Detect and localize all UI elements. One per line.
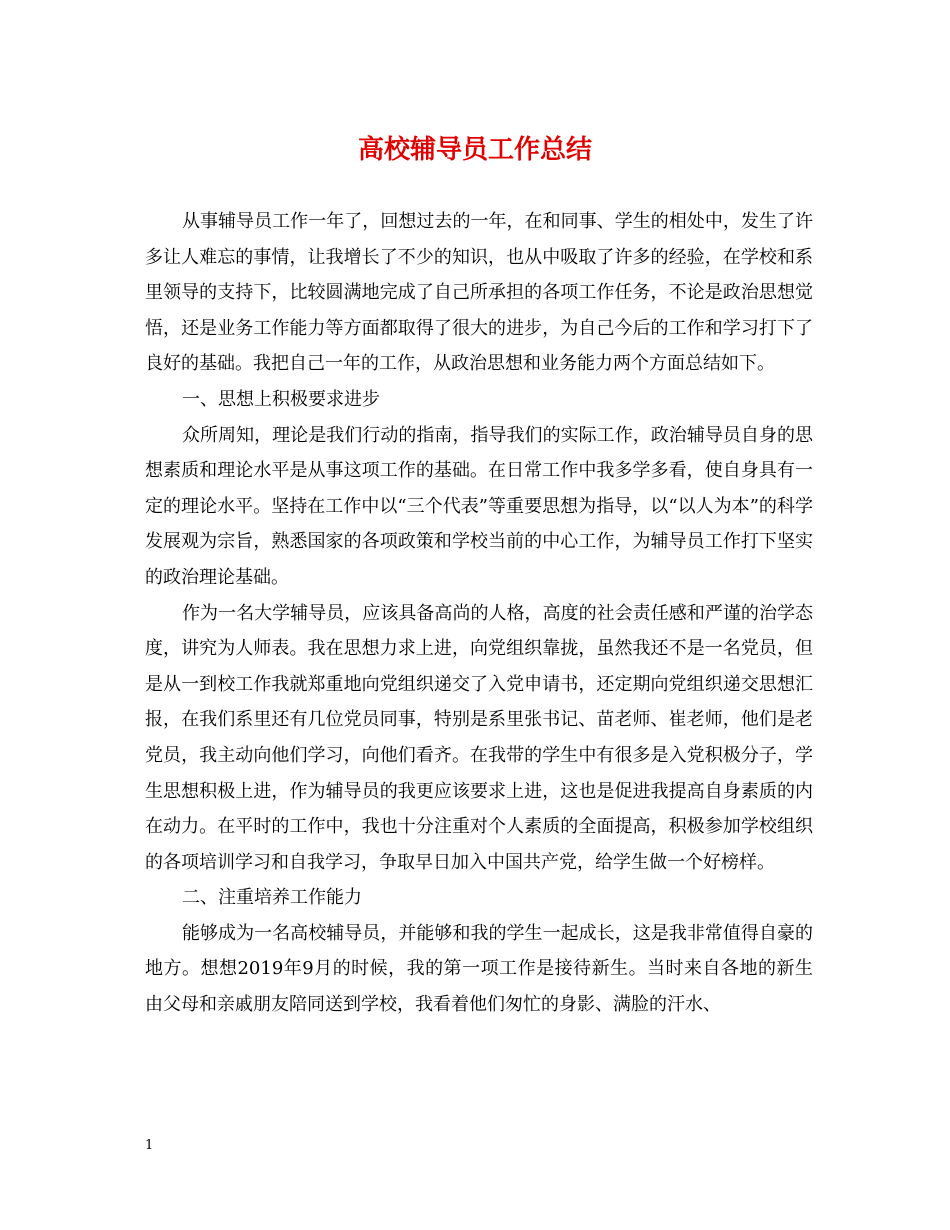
paragraph-intro: 从事辅导员工作一年了，回想过去的一年，在和同事、学生的相处中，发生了许多让人难忘的事情，让我增长了不少的知识，也从中吸取了许多的经验，在学校和系里领导的支持下，比较圆满地完成了自己所承担的各项工作任务，不论是政治思想觉悟，还是业务工作能力等方面都取得了很大的进步，为自己今后的工作和学习打下了良好的基础。我把自己一年的工作，从政治思想和业务能力两个方面总结如下。 [145, 211, 813, 375]
document-body [145, 204, 813, 1023]
paragraph-character: 作为一名大学辅导员，应该具备高尚的人格，高度的社会责任感和严谨的治学态度，讲究为人师表。我在思想力求上进，向党组织靠拢，虽然我还不是一名党员，但是从一到校工作我就郑重地向党组织递交了入党申请书，还定期向党组织递交思想汇报，在我们系里还有几位党员同事，特别是系里张书记、苗老师、崔老师，他们是老党员，我主动向他们学习，向他们看齐。在我带的学生中有很多是入党积极分子，学生思想积极上进，作为辅导员的我更应该要求上进，这也是促进我提高自身素质的内在动力。在平时的工作中，我也十分注重对个人素质的全面提高，积极参加学校组织的各项培训学习和自我学习，争取早日加入中国共产党，给学生做一个好榜样。 [145, 602, 813, 873]
section-heading-2: 二、注重培养工作能力 [182, 887, 362, 909]
section-heading-1: 一、思想上积极要求进步 [182, 388, 380, 410]
paragraph-theory: 众所周知，理论是我们行动的指南，指导我们的实际工作，政治辅导员自身的思想素质和理论水平是从事这项工作的基础。在日常工作中我多学多看，使自身具有一定的理论水平。坚持在工作中以“三个代表”等重要思想为指导，以“以人为本”的科学发展观为宗旨，熟悉国家的各项政策和学校当前的中心工作，为辅导员工作打下坚实的政治理论基础。 [145, 424, 813, 588]
paragraph-ability: 能够成为一名高校辅导员，并能够和我的学生一起成长，这是我非常值得自豪的地方。想想2019年9月的时候，我的第一项工作是接待新生。当时来自各地的新生由父母和亲戚朋友陪同送到学校，我看着他们匆忙的身影、满脸的汗水、 [145, 922, 813, 1016]
page-number: 1 [145, 1138, 154, 1153]
document-title: 高校辅导员工作总结 [357, 135, 592, 165]
